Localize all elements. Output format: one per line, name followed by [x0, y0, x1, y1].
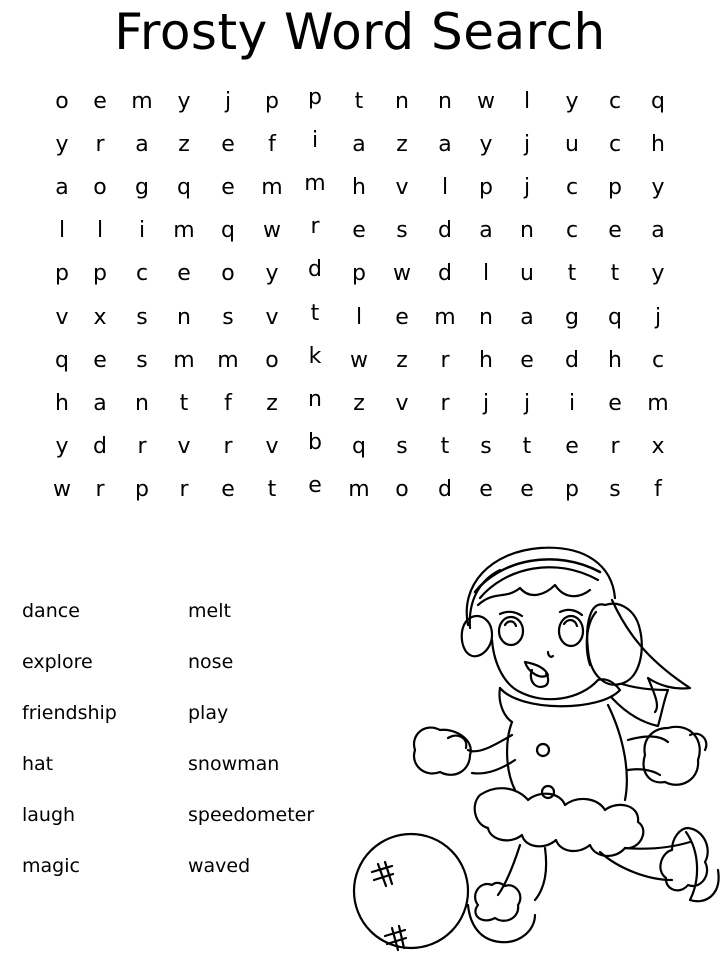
- grid-letter: a: [651, 218, 665, 243]
- grid-letter: y: [565, 89, 579, 114]
- grid-letter: c: [608, 89, 622, 114]
- grid-letter: j: [654, 305, 662, 330]
- grid-letter: g: [565, 305, 579, 330]
- grid-letter: r: [223, 434, 233, 459]
- grid-letter: p: [608, 175, 622, 200]
- grid-letter: z: [396, 348, 408, 373]
- grid-letter: r: [440, 348, 450, 373]
- grid-letter: w: [350, 348, 368, 373]
- grid-letter: l: [441, 175, 449, 200]
- grid-letter: l: [355, 305, 363, 330]
- grid-letter: p: [55, 261, 69, 286]
- grid-letter: j: [224, 89, 232, 114]
- grid-letter: f: [654, 477, 662, 502]
- grid-letter: z: [266, 391, 278, 416]
- grid-letter: x: [651, 434, 665, 459]
- grid-letter: o: [93, 175, 107, 200]
- grid-letter: p: [352, 261, 366, 286]
- grid-letter: q: [651, 89, 665, 114]
- grid-letter: e: [221, 132, 235, 157]
- grid-letter: v: [265, 434, 279, 459]
- grid-letter: v: [177, 434, 191, 459]
- grid-letter: y: [55, 132, 69, 157]
- grid-letter: h: [608, 348, 622, 373]
- grid-letter: p: [265, 89, 279, 114]
- grid-letter: e: [221, 477, 235, 502]
- grid-letter: u: [520, 261, 534, 286]
- grid-letter: e: [352, 218, 366, 243]
- grid-letter: e: [177, 261, 191, 286]
- grid-letter: m: [217, 348, 239, 373]
- grid-letter: m: [261, 175, 283, 200]
- grid-letter: z: [396, 132, 408, 157]
- grid-letter: k: [308, 344, 322, 369]
- grid-letter: e: [395, 305, 409, 330]
- grid-letter: l: [58, 218, 66, 243]
- grid-letter: r: [95, 477, 105, 502]
- grid-letter: p: [479, 175, 493, 200]
- grid-letter: d: [438, 218, 452, 243]
- grid-letter: v: [265, 305, 279, 330]
- girl-playing-with-snowball-icon: [340, 530, 720, 960]
- grid-letter: i: [138, 218, 146, 243]
- grid-letter: n: [308, 387, 322, 412]
- grid-letter: j: [523, 391, 531, 416]
- grid-letter: e: [93, 89, 107, 114]
- grid-letter: a: [135, 132, 149, 157]
- word-list-item: snowman: [188, 753, 280, 775]
- grid-letter: f: [268, 132, 276, 157]
- grid-letter: a: [520, 305, 534, 330]
- word-list-item: nose: [188, 651, 234, 673]
- grid-letter: g: [135, 175, 149, 200]
- grid-letter: r: [95, 132, 105, 157]
- grid-letter: f: [224, 391, 232, 416]
- grid-letter: s: [222, 305, 234, 330]
- word-list-item: hat: [22, 753, 54, 775]
- grid-letter: y: [651, 175, 665, 200]
- grid-letter: e: [479, 477, 493, 502]
- grid-letter: m: [173, 218, 195, 243]
- grid-letter: n: [135, 391, 149, 416]
- grid-letter: p: [93, 261, 107, 286]
- grid-letter: y: [177, 89, 191, 114]
- grid-letter: o: [395, 477, 409, 502]
- grid-letter: o: [221, 261, 235, 286]
- grid-letter: w: [393, 261, 411, 286]
- grid-letter: t: [310, 301, 320, 326]
- grid-letter: p: [565, 477, 579, 502]
- grid-letter: t: [179, 391, 189, 416]
- word-list-item: explore: [22, 651, 93, 673]
- grid-letter: e: [608, 391, 622, 416]
- grid-letter: q: [221, 218, 235, 243]
- grid-letter: m: [647, 391, 669, 416]
- grid-letter: r: [440, 391, 450, 416]
- grid-letter: v: [55, 305, 69, 330]
- grid-letter: d: [438, 477, 452, 502]
- grid-letter: d: [565, 348, 579, 373]
- grid-letter: v: [395, 175, 409, 200]
- grid-letter: v: [395, 391, 409, 416]
- grid-letter: e: [308, 473, 322, 498]
- grid-letter: q: [352, 434, 366, 459]
- grid-letter: y: [651, 261, 665, 286]
- grid-letter: s: [396, 218, 408, 243]
- grid-letter: n: [438, 89, 452, 114]
- grid-letter: c: [135, 261, 149, 286]
- word-list-item: melt: [188, 600, 231, 622]
- grid-letter: t: [522, 434, 532, 459]
- page-title: Frosty Word Search: [114, 3, 606, 61]
- grid-letter: e: [221, 175, 235, 200]
- grid-letter: d: [438, 261, 452, 286]
- grid-letter: s: [609, 477, 621, 502]
- grid-letter: n: [520, 218, 534, 243]
- grid-letter: c: [565, 175, 579, 200]
- grid-letter: q: [608, 305, 622, 330]
- grid-letter: t: [610, 261, 620, 286]
- grid-letter: a: [352, 132, 366, 157]
- grid-letter: a: [438, 132, 452, 157]
- grid-letter: o: [55, 89, 69, 114]
- grid-letter: t: [267, 477, 277, 502]
- grid-letter: x: [93, 305, 107, 330]
- word-list-item: play: [188, 702, 229, 724]
- grid-letter: m: [131, 89, 153, 114]
- word-list-item: speedometer: [188, 804, 315, 826]
- grid-letter: s: [136, 348, 148, 373]
- grid-letter: m: [304, 171, 326, 196]
- grid-letter: h: [55, 391, 69, 416]
- grid-letter: q: [177, 175, 191, 200]
- grid-letter: e: [520, 477, 534, 502]
- grid-letter: h: [352, 175, 366, 200]
- grid-letter: z: [353, 391, 365, 416]
- grid-letter: r: [179, 477, 189, 502]
- grid-letter: e: [565, 434, 579, 459]
- grid-letter: l: [96, 218, 104, 243]
- grid-letter: h: [651, 132, 665, 157]
- grid-letter: d: [308, 257, 322, 282]
- grid-letter: l: [482, 261, 490, 286]
- grid-letter: a: [55, 175, 69, 200]
- grid-letter: m: [434, 305, 456, 330]
- word-list-item: waved: [188, 855, 251, 877]
- grid-letter: i: [568, 391, 576, 416]
- grid-letter: q: [55, 348, 69, 373]
- grid-letter: s: [480, 434, 492, 459]
- grid-letter: j: [523, 175, 531, 200]
- grid-letter: u: [565, 132, 579, 157]
- grid-letter: s: [396, 434, 408, 459]
- grid-letter: e: [93, 348, 107, 373]
- grid-letter: m: [173, 348, 195, 373]
- grid-letter: n: [395, 89, 409, 114]
- grid-letter: b: [308, 430, 322, 455]
- word-list-item: laugh: [22, 804, 76, 826]
- word-list-item: magic: [22, 855, 80, 877]
- grid-letter: e: [520, 348, 534, 373]
- word-list-item: friendship: [22, 702, 117, 724]
- grid-letter: h: [479, 348, 493, 373]
- grid-letter: s: [136, 305, 148, 330]
- grid-letter: o: [265, 348, 279, 373]
- grid-letter: n: [479, 305, 493, 330]
- grid-letter: t: [354, 89, 364, 114]
- grid-letter: r: [137, 434, 147, 459]
- grid-letter: d: [93, 434, 107, 459]
- grid-letter: m: [348, 477, 370, 502]
- grid-letter: t: [567, 261, 577, 286]
- grid-letter: e: [608, 218, 622, 243]
- grid-letter: j: [482, 391, 490, 416]
- grid-letter: t: [440, 434, 450, 459]
- grid-letter: i: [311, 128, 319, 153]
- grid-letter: w: [263, 218, 281, 243]
- grid-letter: r: [310, 214, 320, 239]
- grid-letter: c: [565, 218, 579, 243]
- grid-letter: z: [178, 132, 190, 157]
- grid-letter: y: [265, 261, 279, 286]
- grid-letter: y: [479, 132, 493, 157]
- grid-letter: w: [53, 477, 71, 502]
- grid-letter: j: [523, 132, 531, 157]
- grid-letter: y: [55, 434, 69, 459]
- grid-letter: c: [651, 348, 665, 373]
- grid-letter: a: [479, 218, 493, 243]
- grid-letter: r: [610, 434, 620, 459]
- grid-letter: a: [93, 391, 107, 416]
- grid-letter: p: [135, 477, 149, 502]
- word-list-item: dance: [22, 600, 80, 622]
- grid-letter: w: [477, 89, 495, 114]
- grid-letter: n: [177, 305, 191, 330]
- grid-letter: l: [523, 89, 531, 114]
- grid-letter: p: [308, 85, 322, 110]
- grid-letter: c: [608, 132, 622, 157]
